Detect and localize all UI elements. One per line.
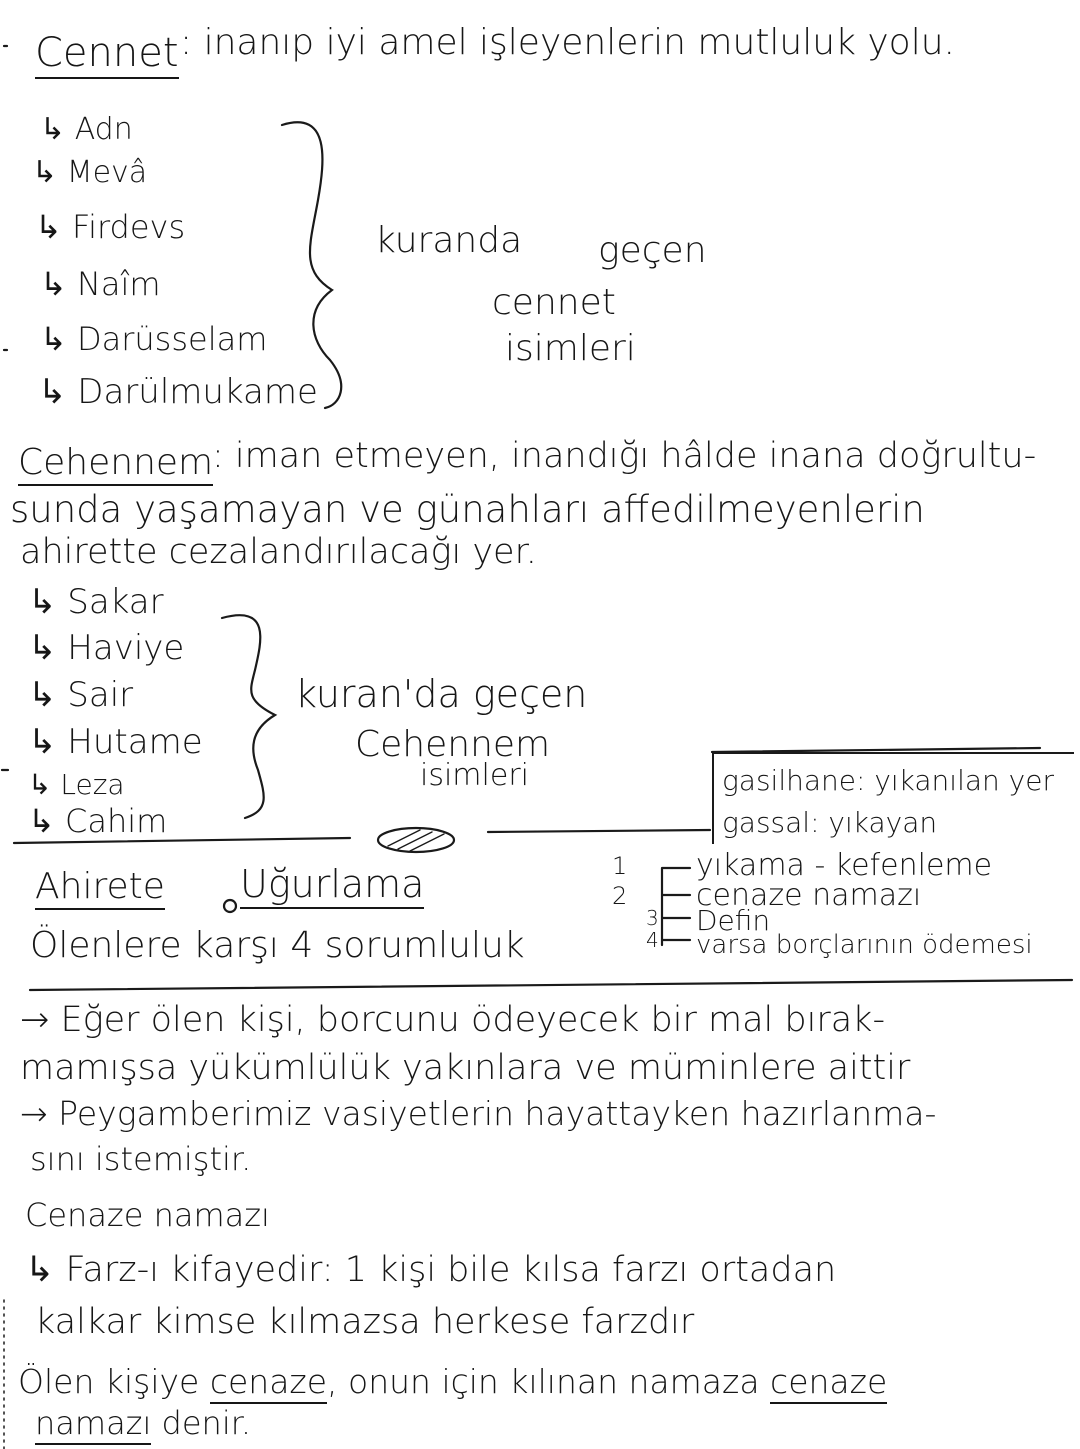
cenaze-title: Cenaze namazı — [25, 1196, 270, 1234]
note-line-4: sını istemiştir. — [30, 1140, 252, 1178]
cenaze-line-2: kalkar kimse kılmazsa herkese farzdır — [35, 1302, 695, 1342]
cennet-name-1: ↳ Adn — [40, 112, 133, 147]
ugurlama-title: Uğurlama — [240, 862, 424, 909]
cennet-note-3: cennet — [492, 282, 616, 323]
cehennem-name-1: ↳ Sakar — [28, 582, 164, 622]
closing-line-1: Ölen kişiye cenaze, onun için kılınan namaza cenaze — [18, 1362, 887, 1401]
closing-line-2: namazı denir. — [35, 1404, 251, 1442]
cennet-name-3: ↳ Firdevs — [35, 208, 186, 246]
separator-right — [488, 830, 710, 832]
cehennem-definition-2: sunda yaşamayan ve günahları affedilmeyenlerin — [10, 488, 925, 531]
step-number-2: 2 — [612, 882, 628, 910]
box-note-2: gassal: yıkayan — [722, 806, 938, 839]
cehennem-name-2: ↳ Haviye — [28, 628, 185, 668]
cennet-name-6: ↳ Darülmukame — [38, 372, 318, 412]
cennet-term: Cennet — [35, 30, 179, 79]
cennet-name-2: ↳ Mevâ — [32, 155, 148, 190]
note-line-2: mamışsa yükümlülük yakınlara ve müminlere aittir — [20, 1048, 911, 1088]
note-line-3: → Peygamberimiz vasiyetlerin hayattayken hazırlanma- — [20, 1094, 937, 1133]
cennet-note-4: isimleri — [505, 328, 636, 369]
cehennem-definition-1: : iman etmeyen, inandığı hâlde inana doğrultu- — [212, 436, 1037, 476]
cennet-definition: : inanıp iyi amel işleyenlerin mutluluk yolu. — [180, 22, 955, 63]
steps-arrows — [662, 868, 690, 945]
cehennem-name-5: ↳ Leza — [28, 768, 125, 801]
box-note-1: gasilhane: yıkanılan yer — [722, 764, 1054, 797]
cennet-name-5: ↳ Darüsselam — [40, 320, 268, 358]
step-number-3: 3 — [646, 906, 659, 930]
cehennem-name-6: ↳ Cahim — [28, 802, 168, 840]
cehennem-name-3: ↳ Sair — [28, 675, 134, 715]
cehennem-term: Cehennem — [18, 442, 213, 486]
cennet-brace — [282, 122, 341, 408]
ahirete-title: Ahirete — [35, 866, 165, 910]
step-3: Defin — [696, 904, 771, 937]
section-divider — [30, 980, 1072, 990]
step-4: varsa borçlarının ödemesi — [696, 930, 1033, 960]
cenaze-line-1: ↳ Farz-ı kifayedir: 1 kişi bile kılsa farzı ortadan — [25, 1250, 837, 1290]
cehennem-name-4: ↳ Hutame — [28, 722, 203, 762]
step-number-1: 1 — [612, 852, 628, 880]
cennet-name-4: ↳ Naîm — [40, 265, 161, 303]
cehennem-note-1: kuran'da geçen — [295, 672, 588, 716]
note-line-1: → Eğer ölen kişi, borcunu ödeyecek bir mal bırak- — [20, 1000, 886, 1040]
sorumluluk-heading: Ölenlere karşı 4 sorumluluk — [30, 925, 525, 966]
cehennem-brace — [222, 615, 275, 818]
cehennem-note-3: isimleri — [420, 758, 529, 793]
cehennem-definition-3: ahirette cezalandırılacağı yer. — [20, 532, 537, 572]
step-number-4: 4 — [646, 928, 659, 952]
step-2: cenaze namazı — [696, 878, 922, 913]
step-1: yıkama - kefenleme — [696, 848, 993, 883]
cennet-note-1: kuranda — [375, 220, 523, 261]
cennet-note-2: geçen — [598, 230, 707, 271]
cehennem-note-2: Cehennem — [355, 724, 551, 765]
